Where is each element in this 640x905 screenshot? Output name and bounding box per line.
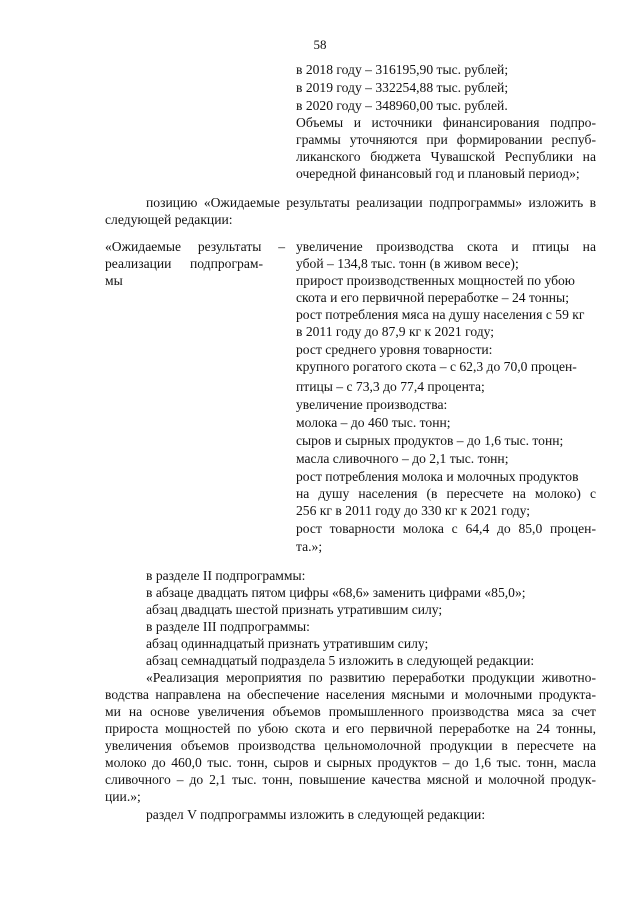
funding-note-line: граммы уточняются при формировании респуб- — [296, 132, 596, 147]
table-value-line: сыров и сырных продуктов – до 1,6 тыс. тонн; — [296, 433, 564, 448]
amendment-line: в разделе III подпрограммы: — [146, 619, 310, 634]
position-intro-line: следующей редакции: — [105, 212, 233, 227]
funding-2019: в 2019 году – 332254,88 тыс. рублей; — [296, 80, 509, 95]
table-value-line: скота и его первичной переработке – 24 тонны; — [296, 290, 569, 305]
amendment-line: абзац одиннадцатый признать утратившим силу; — [146, 636, 429, 651]
amendment-line: абзац семнадцатый подраздела 5 изложить в следующей редакции: — [146, 653, 535, 668]
table-value-line: в 2011 году до 87,9 кг к 2021 году; — [296, 324, 495, 339]
quote-line: ции.»; — [105, 789, 141, 804]
table-value-line: рост среднего уровня товарности: — [296, 342, 493, 357]
funding-note-line: очередной финансовый год и плановый период»; — [296, 166, 580, 181]
position-intro-line: позицию «Ожидаемые результаты реализации подпрограммы» изложить в — [146, 195, 596, 210]
table-value-line: масла сливочного – до 2,1 тыс. тонн; — [296, 451, 509, 466]
final-instruction: раздел V подпрограммы изложить в следующей редакции: — [146, 807, 486, 822]
amendment-line: в абзаце двадцать пятом цифры «68,6» заменить цифрами «85,0»; — [146, 585, 526, 600]
table-value-line: молока – до 460 тыс. тонн; — [296, 415, 451, 430]
quote-line: прироста мощностей по убою скота и его первичной переработке на 24 тонны, — [105, 721, 596, 736]
table-value-line: убой – 134,8 тыс. тонн (в живом весе); — [296, 256, 519, 271]
table-value-line: 256 кг в 2011 году до 330 кг к 2021 году; — [296, 503, 531, 518]
table-value-line: рост потребления молока и молочных продуктов — [296, 469, 579, 484]
table-value-line: та.»; — [296, 539, 323, 554]
quote-line: увеличения объемов производства цельномолочной продукции в пересчете на — [105, 738, 596, 753]
quote-line: «Реализация мероприятия по развитию переработки продукции животно- — [146, 670, 596, 685]
table-value-line: птицы – с 73,3 до 77,4 процента; — [296, 379, 485, 394]
quote-line: водства направлена на обеспечение населения мясными и молочными продукта- — [105, 687, 596, 702]
quote-line: ми на основе увеличения объемов промышленного производства мяса за счет — [105, 704, 596, 719]
table-value-line: прирост производственных мощностей по убою — [296, 273, 575, 288]
table-value-line: крупного рогатого скота – с 62,3 до 70,0 процен- — [296, 359, 577, 374]
quote-line: молоко до 460,0 тыс. тонн, сыров и сырных продуктов – до 1,6 тыс. тонн, масла — [105, 755, 596, 770]
table-label-line: «Ожидаемые результаты – — [105, 239, 285, 254]
table-label-line: мы — [105, 273, 123, 288]
table-value-line: на душу населения (в пересчете на молоко) с — [296, 486, 596, 501]
page-number: 58 — [313, 37, 327, 52]
table-value-line: рост потребления мяса на душу населения с 59 кг — [296, 307, 585, 322]
quote-line: сливочного – до 2,1 тыс. тонн, повышение качества мясной и молочной продук- — [105, 772, 596, 787]
table-value-line: увеличение производства скота и птицы на — [296, 239, 596, 254]
funding-note-line: ликанского бюджета Чувашской Республики на — [296, 149, 596, 164]
amendment-line: абзац двадцать шестой признать утратившим силу; — [146, 602, 443, 617]
table-value-line: увеличение производства: — [296, 397, 448, 412]
amendment-line: в разделе II подпрограммы: — [146, 568, 306, 583]
table-value-line: рост товарности молока с 64,4 до 85,0 процен- — [296, 521, 596, 536]
funding-2020: в 2020 году – 348960,00 тыс. рублей. — [296, 98, 508, 113]
funding-note-line: Объемы и источники финансирования подпро- — [296, 115, 596, 130]
funding-2018: в 2018 году – 316195,90 тыс. рублей; — [296, 62, 509, 77]
table-label-line: реализации подпрограм- — [105, 256, 263, 271]
